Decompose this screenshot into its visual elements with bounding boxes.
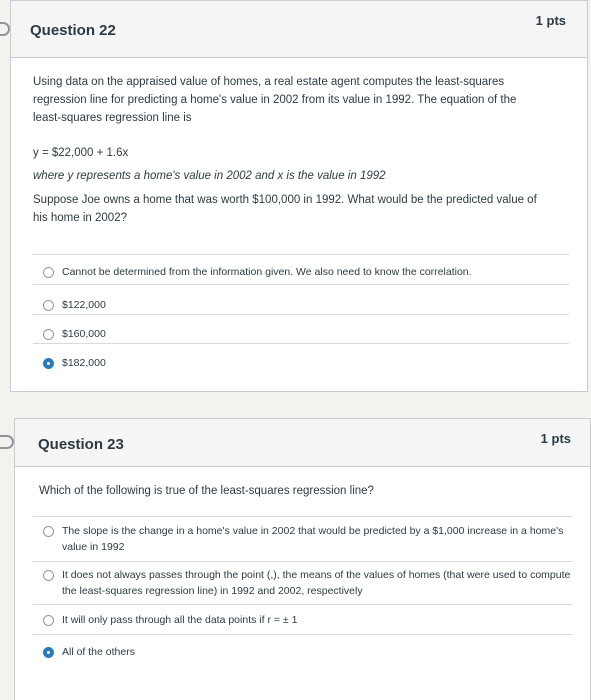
answer-option[interactable] bbox=[33, 314, 569, 343]
answer-label-line: It does not always passes through the point (,), the means of the values of homes (that were used to compute bbox=[62, 569, 571, 581]
radio-button[interactable] bbox=[43, 615, 54, 626]
answer-option[interactable] bbox=[33, 561, 572, 604]
question-marker-icon bbox=[0, 435, 14, 449]
radio-button-selected[interactable] bbox=[43, 647, 54, 658]
stem-line: regression line for predicting a home's value in 2002 from its value in 1992. The equation of the bbox=[33, 94, 517, 106]
radio-button[interactable] bbox=[43, 300, 54, 311]
stem-line: least-squares regression line is bbox=[33, 112, 192, 124]
radio-button[interactable] bbox=[43, 526, 54, 537]
question-22-card bbox=[10, 0, 588, 392]
answer-option[interactable] bbox=[33, 604, 572, 634]
prompt-line: Suppose Joe owns a home that was worth $100,000 in 1992. What would be the predicted value of bbox=[33, 194, 537, 206]
question-prompt: Which of the following is true of the least-squares regression line? bbox=[39, 485, 374, 497]
radio-button-selected[interactable] bbox=[43, 358, 54, 369]
question-23-card bbox=[14, 418, 591, 700]
radio-button[interactable] bbox=[43, 570, 54, 581]
answer-label bbox=[62, 523, 563, 555]
question-points: 1 pts bbox=[535, 13, 566, 28]
question-header bbox=[15, 419, 590, 467]
question-stem bbox=[33, 73, 573, 127]
answer-option[interactable] bbox=[33, 284, 569, 314]
answer-label-line: the least-squares regression line) in 1992 and 2002, respectively bbox=[62, 585, 363, 597]
question-points: 1 pts bbox=[540, 431, 571, 446]
answer-option[interactable] bbox=[33, 254, 569, 284]
prompt-line: his home in 2002? bbox=[33, 212, 127, 224]
radio-button[interactable] bbox=[43, 267, 54, 278]
answer-label-line: The slope is the change in a home's value in 2002 that would be predicted by a $1,000 increase in a home's bbox=[62, 525, 564, 537]
answer-label: $160,000 bbox=[62, 328, 106, 340]
answer-option[interactable] bbox=[33, 634, 572, 674]
question-marker-icon bbox=[0, 22, 10, 36]
question-title: Question 23 bbox=[38, 436, 124, 453]
regression-equation: y = $22,000 + 1.6x bbox=[33, 147, 129, 159]
stem-line: Using data on the appraised value of homes, a real estate agent computes the least-squares bbox=[33, 76, 505, 88]
answer-label: $182,000 bbox=[62, 357, 106, 369]
answer-option[interactable] bbox=[33, 516, 572, 561]
answer-label-line: value in 1992 bbox=[62, 541, 125, 553]
question-header bbox=[11, 1, 587, 58]
question-prompt bbox=[33, 191, 578, 227]
question-title: Question 22 bbox=[30, 22, 116, 39]
radio-button[interactable] bbox=[43, 329, 54, 340]
answer-label: It will only pass through all the data points if r = ± 1 bbox=[62, 614, 298, 626]
answer-label bbox=[62, 567, 570, 599]
answer-label: All of the others bbox=[62, 646, 135, 658]
answer-option[interactable] bbox=[33, 343, 569, 373]
answer-label: $122,000 bbox=[62, 299, 106, 311]
equation-explanation: where y represents a home's value in 2002 and x is the value in 1992 bbox=[33, 170, 386, 182]
answer-label: Cannot be determined from the information given. We also need to know the correlation. bbox=[62, 266, 472, 278]
